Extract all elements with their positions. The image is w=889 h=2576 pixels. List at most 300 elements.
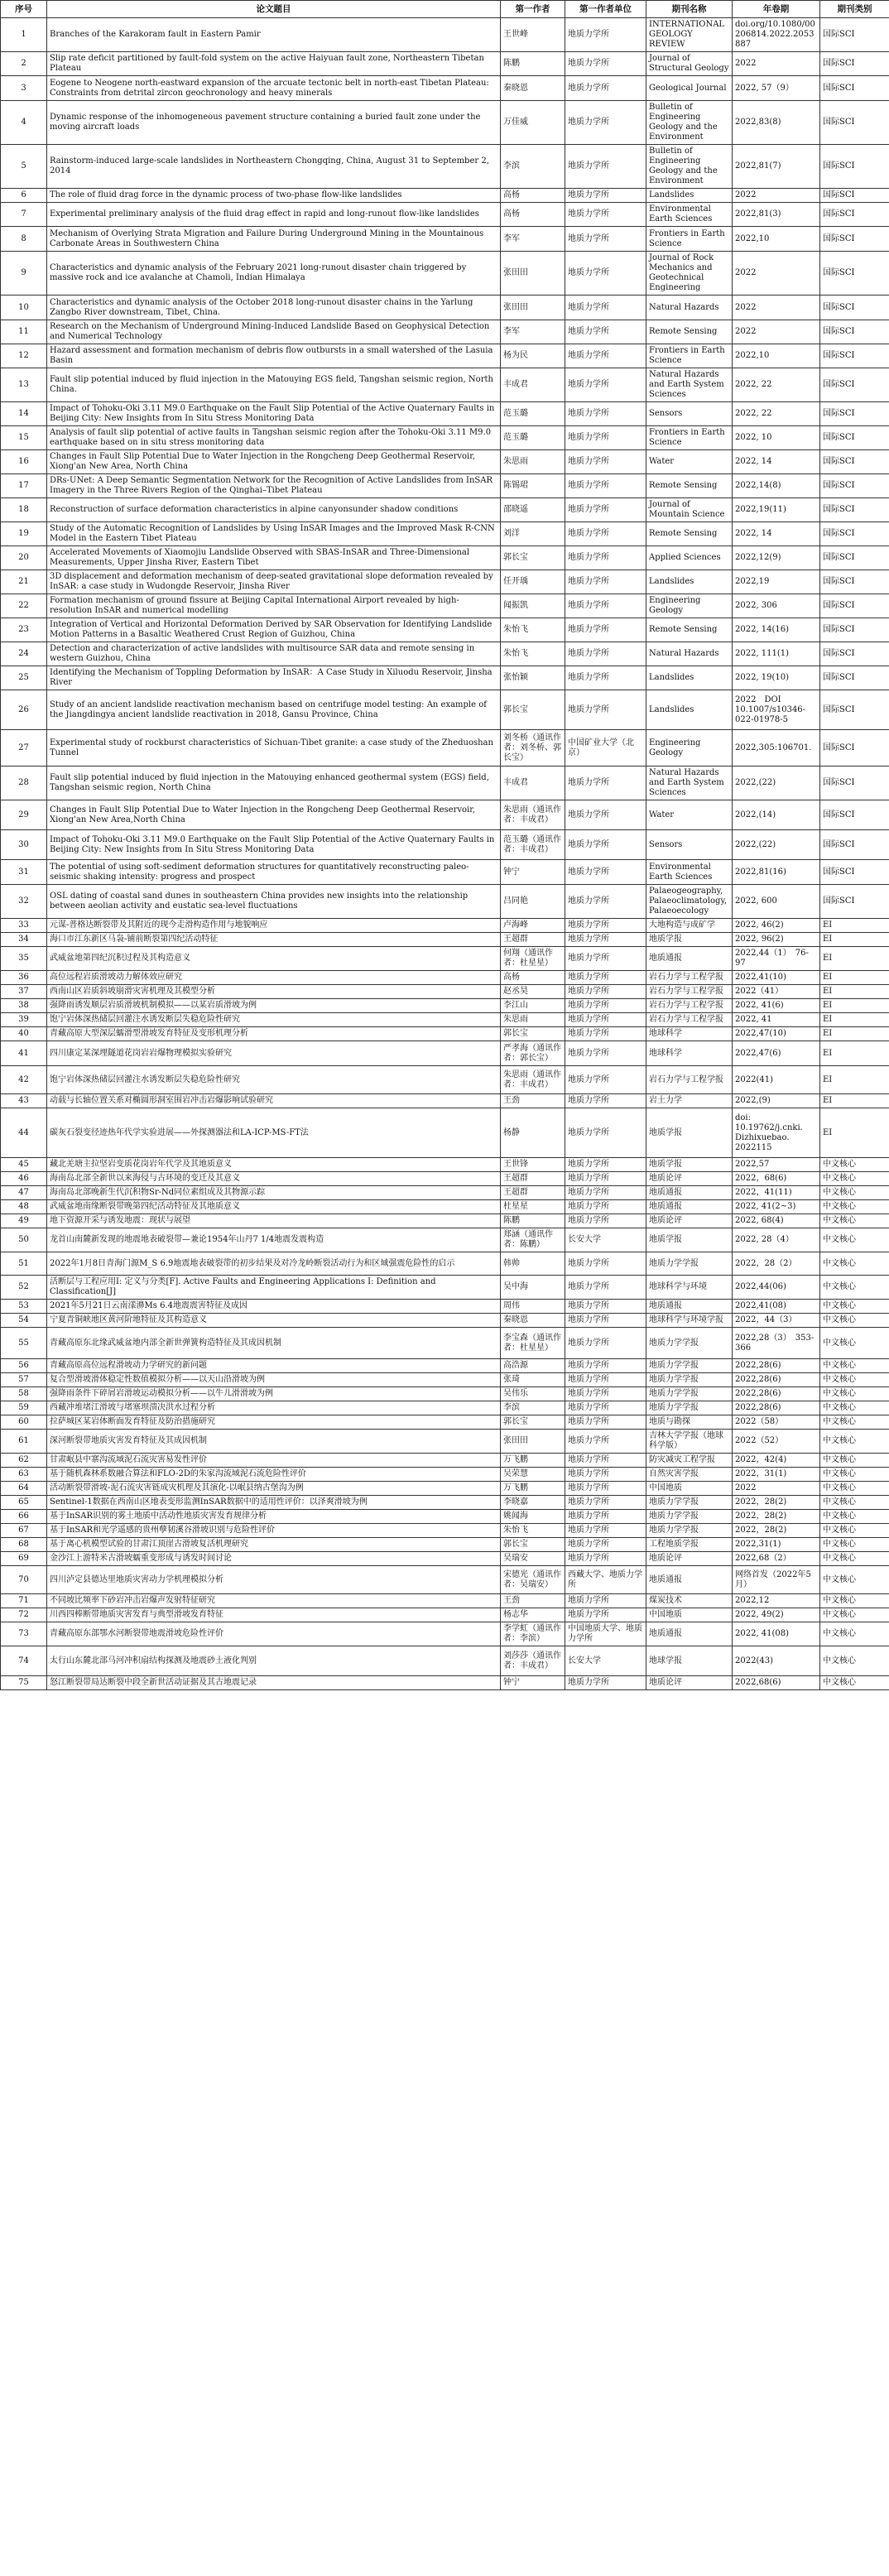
cell-category: 中文核心: [820, 1566, 889, 1594]
cell-index: 58: [1, 1387, 47, 1401]
cell-index: 30: [1, 830, 47, 860]
table-row: [1, 498, 889, 522]
cell-title: 武威盆地第四纪沉积过程及其构造意义: [47, 947, 501, 971]
cell-journal: 地质力学学报: [646, 1359, 733, 1373]
cell-category: 国际SCI: [820, 227, 889, 252]
cell-title: Formation mechanism of ground fissure at Beijing Capital International Airport revealed by high-resolution InSAR and numerical modelling: [47, 594, 501, 618]
cell-volume-issue: 2022,(9): [733, 1094, 820, 1108]
cell-journal: Remote Sensing: [646, 522, 733, 546]
cell-category: 中文核心: [820, 1646, 889, 1676]
header-journal: 期刊名称: [646, 1, 733, 18]
cell-journal: Frontiers in Earth Science: [646, 426, 733, 450]
cell-author-unit: 地质力学所: [565, 1314, 646, 1328]
table-row: [1, 1594, 889, 1608]
cell-category: EI: [820, 1041, 889, 1066]
cell-volume-issue: 2022,41(08): [733, 1300, 820, 1314]
cell-index: 17: [1, 474, 47, 498]
table-row: [1, 1608, 889, 1622]
cell-author-unit: 地质力学所: [565, 203, 646, 227]
cell-volume-issue: 2022,28(6): [733, 1359, 820, 1373]
table-row: [1, 101, 889, 145]
cell-index: 65: [1, 1496, 47, 1510]
cell-first-author: 闻振凯: [501, 594, 565, 618]
cell-volume-issue: 2022,81(7): [733, 145, 820, 189]
cell-index: 48: [1, 1200, 47, 1214]
cell-title: 不同坡比频率下砂岩冲击岩爆声发射特征研究: [47, 1594, 501, 1608]
cell-volume-issue: 2022: [733, 189, 820, 203]
table-row: [1, 52, 889, 76]
cell-first-author: 范玉璐: [501, 402, 565, 426]
cell-index: 8: [1, 227, 47, 252]
cell-category: 国际SCI: [820, 546, 889, 570]
cell-journal: Sensors: [646, 830, 733, 860]
cell-index: 46: [1, 1172, 47, 1186]
cell-title: Branches of the Karakoram fault in Eastern Pamir: [47, 18, 501, 52]
cell-journal: 地球科学: [646, 1041, 733, 1066]
cell-index: 1: [1, 18, 47, 52]
cell-author-unit: 中国矿业大学（北京）: [565, 730, 646, 767]
cell-category: 中文核心: [820, 1430, 889, 1454]
cell-title: 2021年5月21日云南漾濞Ms 6.4地震震害特征及成因: [47, 1300, 501, 1314]
cell-journal: Natural Hazards: [646, 642, 733, 666]
cell-category: EI: [820, 919, 889, 933]
cell-index: 23: [1, 618, 47, 642]
cell-first-author: 杨志华: [501, 1608, 565, 1622]
cell-title: 饱宁岩体深热储层回灌注水诱发断层失稳危险性研究: [47, 1066, 501, 1094]
table-row: [1, 1252, 889, 1276]
cell-title: Integration of Vertical and Horizontal Deformation Derived by SAR Observation for Identifying Landslide Motion Patterns in a Basaltic Weathered Crust Region of Guizhou, China: [47, 618, 501, 642]
cell-author-unit: 地质力学所: [565, 426, 646, 450]
cell-category: 国际SCI: [820, 618, 889, 642]
cell-first-author: 吴荣慧: [501, 1468, 565, 1482]
cell-title: Impact of Tohoku-Oki 3.11 M9.0 Earthquake on the Fault Slip Potential of the Active Quaternary Faults in Beijing City: New Insights from In Situ Stress Monitoring Data: [47, 402, 501, 426]
table-row: [1, 999, 889, 1013]
cell-category: EI: [820, 1066, 889, 1094]
cell-first-author: 赵丞昊: [501, 985, 565, 999]
cell-volume-issue: 2022, 28（4）: [733, 1228, 820, 1252]
cell-title: 海南岛北部全新世以来海侵与古环境的变迁及其意义: [47, 1172, 501, 1186]
cell-volume-issue: 2022，28(2): [733, 1524, 820, 1538]
cell-index: 66: [1, 1510, 47, 1524]
cell-first-author: 李滨: [501, 145, 565, 189]
cell-volume-issue: 2022,10: [733, 227, 820, 252]
cell-volume-issue: 2022, 41(6): [733, 999, 820, 1013]
cell-journal: 地球学报: [646, 1646, 733, 1676]
cell-category: 国际SCI: [820, 320, 889, 344]
cell-first-author: 何翔（通讯作者：杜星星）: [501, 947, 565, 971]
cell-index: 25: [1, 666, 47, 690]
table-row: [1, 1676, 889, 1690]
cell-category: 中文核心: [820, 1328, 889, 1359]
cell-category: 中文核心: [820, 1552, 889, 1566]
cell-author-unit: 地质力学所: [565, 189, 646, 203]
cell-index: 24: [1, 642, 47, 666]
cell-journal: 地质力学学报: [646, 1328, 733, 1359]
cell-volume-issue: 2022，28（2）: [733, 1252, 820, 1276]
cell-author-unit: 地质力学所: [565, 885, 646, 919]
cell-first-author: 王超群: [501, 933, 565, 947]
cell-journal: 地质力学学报: [646, 1524, 733, 1538]
cell-volume-issue: 2022,44(06): [733, 1276, 820, 1300]
cell-journal: 地质力学学报: [646, 1510, 733, 1524]
cell-category: 中文核心: [820, 1468, 889, 1482]
cell-author-unit: 地质力学所: [565, 1594, 646, 1608]
cell-journal: 地球科学: [646, 1027, 733, 1041]
cell-volume-issue: 2022,(14): [733, 800, 820, 830]
header-author-unit: 第一作者单位: [565, 1, 646, 18]
cell-first-author: 张琦: [501, 1373, 565, 1387]
cell-first-author: 任开瑀: [501, 570, 565, 594]
cell-category: 中文核心: [820, 1676, 889, 1690]
cell-title: 动载与长轴位置关系对椭圆形洞室围岩冲击岩爆影响试验研究: [47, 1094, 501, 1108]
cell-category: 中文核心: [820, 1276, 889, 1300]
cell-index: 50: [1, 1228, 47, 1252]
cell-author-unit: 地质力学所: [565, 1328, 646, 1359]
cell-journal: 地质力学学报: [646, 1387, 733, 1401]
cell-author-unit: 地质力学所: [565, 18, 646, 52]
cell-author-unit: 地质力学所: [565, 145, 646, 189]
cell-journal: Geological Journal: [646, 76, 733, 101]
cell-title: 强降雨诱发顺层岩质滑坡机制模拟——以某岩质滑坡为例: [47, 999, 501, 1013]
cell-title: Mechanism of Overlying Strata Migration and Failure During Underground Mining in the Mountainous Carbonate Areas in Southwestern China: [47, 227, 501, 252]
cell-author-unit: 地质力学所: [565, 498, 646, 522]
cell-author-unit: 地质力学所: [565, 690, 646, 730]
cell-journal: 自然灾害学报: [646, 1468, 733, 1482]
cell-index: 36: [1, 971, 47, 985]
cell-index: 22: [1, 594, 47, 618]
table-row: [1, 320, 889, 344]
table-row: [1, 800, 889, 830]
cell-category: 中文核心: [820, 1314, 889, 1328]
cell-volume-issue: 2022,41(10): [733, 971, 820, 985]
cell-journal: Engineering Geology: [646, 594, 733, 618]
cell-index: 4: [1, 101, 47, 145]
cell-first-author: 刘洋: [501, 522, 565, 546]
cell-title: Accelerated Movements of Xiaomojiu Landslide Observed with SBAS-InSAR and Three-Dimensional Measurements, Upper Jinsha River, Eastern Tibet: [47, 546, 501, 570]
cell-category: 中文核心: [820, 1359, 889, 1373]
cell-first-author: 李学虹（通讯作者：李滨）: [501, 1622, 565, 1646]
cell-journal: 地质学报: [646, 1158, 733, 1172]
cell-volume-issue: 2022(41): [733, 1066, 820, 1094]
cell-author-unit: 地质力学所: [565, 1482, 646, 1496]
cell-category: 中文核心: [820, 1401, 889, 1415]
cell-author-unit: 地质力学所: [565, 618, 646, 642]
cell-index: 68: [1, 1538, 47, 1552]
cell-journal: Landslides: [646, 690, 733, 730]
cell-author-unit: 地质力学所: [565, 1027, 646, 1041]
cell-journal: Environmental Earth Sciences: [646, 203, 733, 227]
cell-first-author: 王世峰: [501, 18, 565, 52]
cell-author-unit: 地质力学所: [565, 1430, 646, 1454]
cell-first-author: 朱思雨: [501, 450, 565, 474]
cell-volume-issue: 2022: [733, 1482, 820, 1496]
cell-index: 61: [1, 1430, 47, 1454]
cell-first-author: 范玉璐（通讯作者：丰成君）: [501, 830, 565, 860]
cell-title: DRs-UNet: A Deep Semantic Segmentation Network for the Recognition of Active Landslides from InSAR Imagery in the Three Rivers Region of the Qinghai–Tibet Plateau: [47, 474, 501, 498]
cell-author-unit: 地质力学所: [565, 368, 646, 402]
cell-volume-issue: doi: 10.19762/j.cnki. Dizhixuebao. 2022115: [733, 1108, 820, 1158]
cell-volume-issue: 2022, 22: [733, 368, 820, 402]
cell-author-unit: 地质力学所: [565, 474, 646, 498]
cell-first-author: 姚闻海: [501, 1510, 565, 1524]
cell-journal: 煤炭技术: [646, 1594, 733, 1608]
cell-index: 31: [1, 860, 47, 885]
table-row: [1, 947, 889, 971]
cell-title: 基于InSAR和光学遥感的贵州孽韧溪谷滑坡识别与危险性评价: [47, 1524, 501, 1538]
cell-journal: Engineering Geology: [646, 730, 733, 767]
cell-category: 中文核心: [820, 1608, 889, 1622]
cell-journal: Journal of Rock Mechanics and Geotechnical Engineering: [646, 252, 733, 296]
cell-volume-issue: 2022,(22): [733, 767, 820, 800]
cell-title: Fault slip potential induced by fluid injection in the Matouying enhanced geothermal system (EGS) field, Tangshan seismic region, North China: [47, 767, 501, 800]
cell-category: 国际SCI: [820, 885, 889, 919]
cell-journal: 中国地质: [646, 1608, 733, 1622]
cell-author-unit: 中国地质大学、地质力学所: [565, 1622, 646, 1646]
cell-volume-issue: 2022,28(6): [733, 1387, 820, 1401]
cell-volume-issue: doi.org/10.1080/00206814.2022.2053887: [733, 18, 820, 52]
cell-category: 国际SCI: [820, 203, 889, 227]
cell-title: Impact of Tohoku-Oki 3.11 M9.0 Earthquake on the Fault Slip Potential of the Active Quaternary Faults in Beijing City: New Insights from In Situ Stress Monitoring Data: [47, 830, 501, 860]
cell-author-unit: 地质力学所: [565, 52, 646, 76]
table-row: [1, 642, 889, 666]
cell-category: EI: [820, 1108, 889, 1158]
table-row: [1, 730, 889, 767]
table-row: [1, 767, 889, 800]
cell-title: 复合型滑坡滑体稳定性数值模拟分析——以天山沿滑坡为例: [47, 1373, 501, 1387]
cell-journal: Landslides: [646, 570, 733, 594]
cell-author-unit: 地质力学所: [565, 1510, 646, 1524]
table-row: [1, 570, 889, 594]
cell-title: Hazard assessment and formation mechanism of debris flow outbursts in a small watershed of the Lasuia Basin: [47, 344, 501, 368]
cell-volume-issue: 2022 DOI 10.1007/s10346-022-01978-5: [733, 690, 820, 730]
cell-volume-issue: 2022, 306: [733, 594, 820, 618]
cell-title: 拉萨城区某岩体断面发育特征及防治措施研究: [47, 1415, 501, 1430]
cell-author-unit: 地质力学所: [565, 344, 646, 368]
cell-title: Identifying the Mechanism of Toppling Deformation by InSAR：A Case Study in Xiluodu Reservoir, Jinsha River: [47, 666, 501, 690]
cell-volume-issue: 2022(43): [733, 1646, 820, 1676]
cell-volume-issue: 2022，68(6): [733, 1172, 820, 1186]
cell-category: 国际SCI: [820, 666, 889, 690]
cell-first-author: 吴瑞安: [501, 1552, 565, 1566]
cell-title: 青藏高原大型深层蠕滑型滑坡发育特征及变形机理分析: [47, 1027, 501, 1041]
cell-author-unit: 地质力学所: [565, 1359, 646, 1373]
cell-journal: 地质学报: [646, 1108, 733, 1158]
table-row: [1, 1482, 889, 1496]
cell-first-author: 刘冬桥（通讯作者：刘冬桥、郭长宝）: [501, 730, 565, 767]
cell-category: 国际SCI: [820, 76, 889, 101]
cell-title: 四川泸定县德达里地质灾害动力学机理模拟分析: [47, 1566, 501, 1594]
cell-category: EI: [820, 1094, 889, 1108]
cell-title: Analysis of fault slip potential of active faults in Tangshan seismic region after the Tohoku-Oki 3.11 M9.0 earthquake based on in situ stress monitoring data: [47, 426, 501, 450]
cell-author-unit: 地质力学所: [565, 1108, 646, 1158]
header-row: [1, 1, 889, 18]
cell-first-author: 王超群: [501, 1172, 565, 1186]
cell-volume-issue: 2022，28(2): [733, 1510, 820, 1524]
cell-index: 67: [1, 1524, 47, 1538]
cell-first-author: 吴伟乐: [501, 1387, 565, 1401]
cell-title: 青藏高原东北缘武威盆地内部全新世弹簧构造特征及其成因机制: [47, 1328, 501, 1359]
table-row: [1, 971, 889, 985]
cell-index: 19: [1, 522, 47, 546]
cell-category: 国际SCI: [820, 474, 889, 498]
cell-author-unit: 地质力学所: [565, 1300, 646, 1314]
cell-index: 2: [1, 52, 47, 76]
cell-title: Rainstorm-induced large-scale landslides in Northeastern Chongqing, China, August 31 to September 2, 2014: [47, 145, 501, 189]
cell-category: 中文核心: [820, 1172, 889, 1186]
cell-author-unit: 地质力学所: [565, 546, 646, 570]
cell-first-author: 张怡颖: [501, 666, 565, 690]
header-volume-issue: 年卷期: [733, 1, 820, 18]
cell-index: 16: [1, 450, 47, 474]
cell-volume-issue: 2022,12: [733, 1594, 820, 1608]
cell-journal: Remote Sensing: [646, 618, 733, 642]
cell-author-unit: 地质力学所: [565, 1066, 646, 1094]
cell-index: 13: [1, 368, 47, 402]
cell-journal: 吉林大学学报（地球科学版）: [646, 1430, 733, 1454]
cell-title: 基于InSAR识别的雾土地质中活动性地质灾害发育规律分析: [47, 1510, 501, 1524]
cell-author-unit: 地质力学所: [565, 971, 646, 985]
cell-title: 怒江断裂带局达断裂中段全新世活动证据及其古地震记录: [47, 1676, 501, 1690]
cell-volume-issue: 2022: [733, 252, 820, 296]
cell-volume-issue: 2022, 68(4): [733, 1214, 820, 1228]
table-row: [1, 618, 889, 642]
cell-first-author: 李晓嘉: [501, 1496, 565, 1510]
cell-first-author: 吕同艳: [501, 885, 565, 919]
cell-journal: Natural Hazards: [646, 296, 733, 320]
cell-journal: 地质通报: [646, 1300, 733, 1314]
cell-category: 国际SCI: [820, 189, 889, 203]
cell-author-unit: 地质力学所: [565, 522, 646, 546]
table-row: [1, 1158, 889, 1172]
table-row: [1, 1172, 889, 1186]
cell-volume-issue: 2022, 41(08): [733, 1622, 820, 1646]
cell-volume-issue: 2022, 14: [733, 522, 820, 546]
cell-title: 强降雨条件下碎屑岩滑坡运动模拟分析——以牛儿滑滑坡为例: [47, 1387, 501, 1401]
cell-index: 7: [1, 203, 47, 227]
cell-first-author: 郭长宝: [501, 546, 565, 570]
cell-author-unit: 地质力学所: [565, 1172, 646, 1186]
cell-author-unit: 地质力学所: [565, 296, 646, 320]
cell-category: 国际SCI: [820, 296, 889, 320]
cell-volume-issue: 2022，28(2): [733, 1496, 820, 1510]
table-row: [1, 666, 889, 690]
cell-category: 国际SCI: [820, 252, 889, 296]
cell-journal: Sensors: [646, 402, 733, 426]
cell-journal: 防灾减灾工程学报: [646, 1454, 733, 1468]
cell-category: 中文核心: [820, 1373, 889, 1387]
cell-title: 藏北羌塘主拉坚岩变质花岗岩年代学及其地质意义: [47, 1158, 501, 1172]
cell-volume-issue: 2022,(22): [733, 830, 820, 860]
table-body: [1, 18, 889, 1690]
cell-title: 饱宁岩体深热储层回灌注水诱发断层失稳危险性研究: [47, 1013, 501, 1027]
cell-journal: 地质力学学报: [646, 1496, 733, 1510]
cell-category: 国际SCI: [820, 570, 889, 594]
cell-index: 18: [1, 498, 47, 522]
cell-first-author: 吴中海: [501, 1276, 565, 1300]
table-row: [1, 1108, 889, 1158]
table-row: [1, 1622, 889, 1646]
cell-index: 71: [1, 1594, 47, 1608]
cell-index: 27: [1, 730, 47, 767]
table-row: [1, 1328, 889, 1359]
cell-category: EI: [820, 933, 889, 947]
cell-title: Experimental preliminary analysis of the fluid drag effect in rapid and long-runout flow-like landslides: [47, 203, 501, 227]
cell-title: 碳灰石裂变径迹热年代学实验进展——外探测器法和LA-ICP-MS-FT法: [47, 1108, 501, 1158]
cell-author-unit: 地质力学所: [565, 594, 646, 618]
cell-first-author: 朱怡飞: [501, 1524, 565, 1538]
cell-index: 14: [1, 402, 47, 426]
table-row: [1, 18, 889, 52]
cell-first-author: 陈鹏: [501, 1214, 565, 1228]
cell-category: 国际SCI: [820, 830, 889, 860]
cell-volume-issue: 2022（41）: [733, 985, 820, 999]
cell-title: 龙首山南麓新发现的地震地表破裂带—兼论1954年山丹7 1/4地震发震构造: [47, 1228, 501, 1252]
cell-index: 10: [1, 296, 47, 320]
cell-author-unit: 地质力学所: [565, 767, 646, 800]
cell-volume-issue: 2022, 49(2): [733, 1608, 820, 1622]
cell-journal: 岩石力学与工程学报: [646, 1013, 733, 1027]
cell-index: 75: [1, 1676, 47, 1690]
cell-journal: Palaeogeography, Palaeoclimatology, Palaeoecology: [646, 885, 733, 919]
cell-author-unit: 地质力学所: [565, 1608, 646, 1622]
cell-title: Reconstruction of surface deformation characteristics in alpine canyonsunder shadow conditions: [47, 498, 501, 522]
cell-index: 62: [1, 1454, 47, 1468]
cell-index: 44: [1, 1108, 47, 1158]
cell-journal: 岩土力学: [646, 1094, 733, 1108]
cell-index: 72: [1, 1608, 47, 1622]
cell-title: Characteristics and dynamic analysis of the October 2018 long-runout disaster chains in the Yarlung Zangbo River downstream, Tibet, China.: [47, 296, 501, 320]
cell-first-author: 朱思雨（通讯作者：丰成君）: [501, 1066, 565, 1094]
cell-index: 52: [1, 1276, 47, 1300]
cell-title: 2022年1月8日青海门源M_S 6.9地震地表破裂带的初步结果及对冷龙岭断裂活动行为和区域强震危险性的启示: [47, 1252, 501, 1276]
cell-author-unit: 地质力学所: [565, 1524, 646, 1538]
cell-category: 国际SCI: [820, 145, 889, 189]
cell-title: 3D displacement and deformation mechanism of deep-seated gravitational slope deformation revealed by InSAR: a case study in Wudongde Reservoir, Jinsha River: [47, 570, 501, 594]
cell-category: 国际SCI: [820, 18, 889, 52]
cell-first-author: 杜星星: [501, 1200, 565, 1214]
cell-index: 26: [1, 690, 47, 730]
cell-journal: 地质通报: [646, 1186, 733, 1200]
cell-volume-issue: 2022,68（2）: [733, 1552, 820, 1566]
table-row: [1, 1276, 889, 1300]
cell-author-unit: 地质力学所: [565, 1538, 646, 1552]
cell-category: 国际SCI: [820, 52, 889, 76]
cell-first-author: 宋德光（通讯作者：吴瑞安）: [501, 1566, 565, 1594]
cell-title: Eogene to Neogene north-eastward expansion of the arcuate tectonic belt in north-east Tibetan Plateau: Constraints from detrital zircon geochronology and heavy minerals: [47, 76, 501, 101]
cell-author-unit: 地质力学所: [565, 227, 646, 252]
cell-journal: Bulletin of Engineering Geology and the Environment: [646, 145, 733, 189]
cell-category: EI: [820, 985, 889, 999]
cell-volume-issue: 2022, 19(10): [733, 666, 820, 690]
cell-journal: Journal of Mountain Science: [646, 498, 733, 522]
cell-category: EI: [820, 1013, 889, 1027]
cell-title: 元谋-普格达断裂带及其附近的现今走滑构造作用与地貌响应: [47, 919, 501, 933]
cell-title: Study of the Automatic Recognition of Landslides by Using InSAR Images and the Improved Mask R-CNN Model in the Eastern Tibet Plateau: [47, 522, 501, 546]
table-row: [1, 919, 889, 933]
cell-index: 3: [1, 76, 47, 101]
cell-first-author: 朱怡飞: [501, 618, 565, 642]
cell-author-unit: 地质力学所: [565, 1158, 646, 1172]
cell-journal: Environmental Earth Sciences: [646, 860, 733, 885]
header-category: 期刊类别: [820, 1, 889, 18]
cell-author-unit: 地质力学所: [565, 1094, 646, 1108]
cell-category: EI: [820, 999, 889, 1013]
cell-category: 国际SCI: [820, 594, 889, 618]
cell-index: 56: [1, 1359, 47, 1373]
cell-title: 海口市江东新区马袅-铺前断裂第四纪活动特征: [47, 933, 501, 947]
table-row: [1, 690, 889, 730]
cell-index: 38: [1, 999, 47, 1013]
